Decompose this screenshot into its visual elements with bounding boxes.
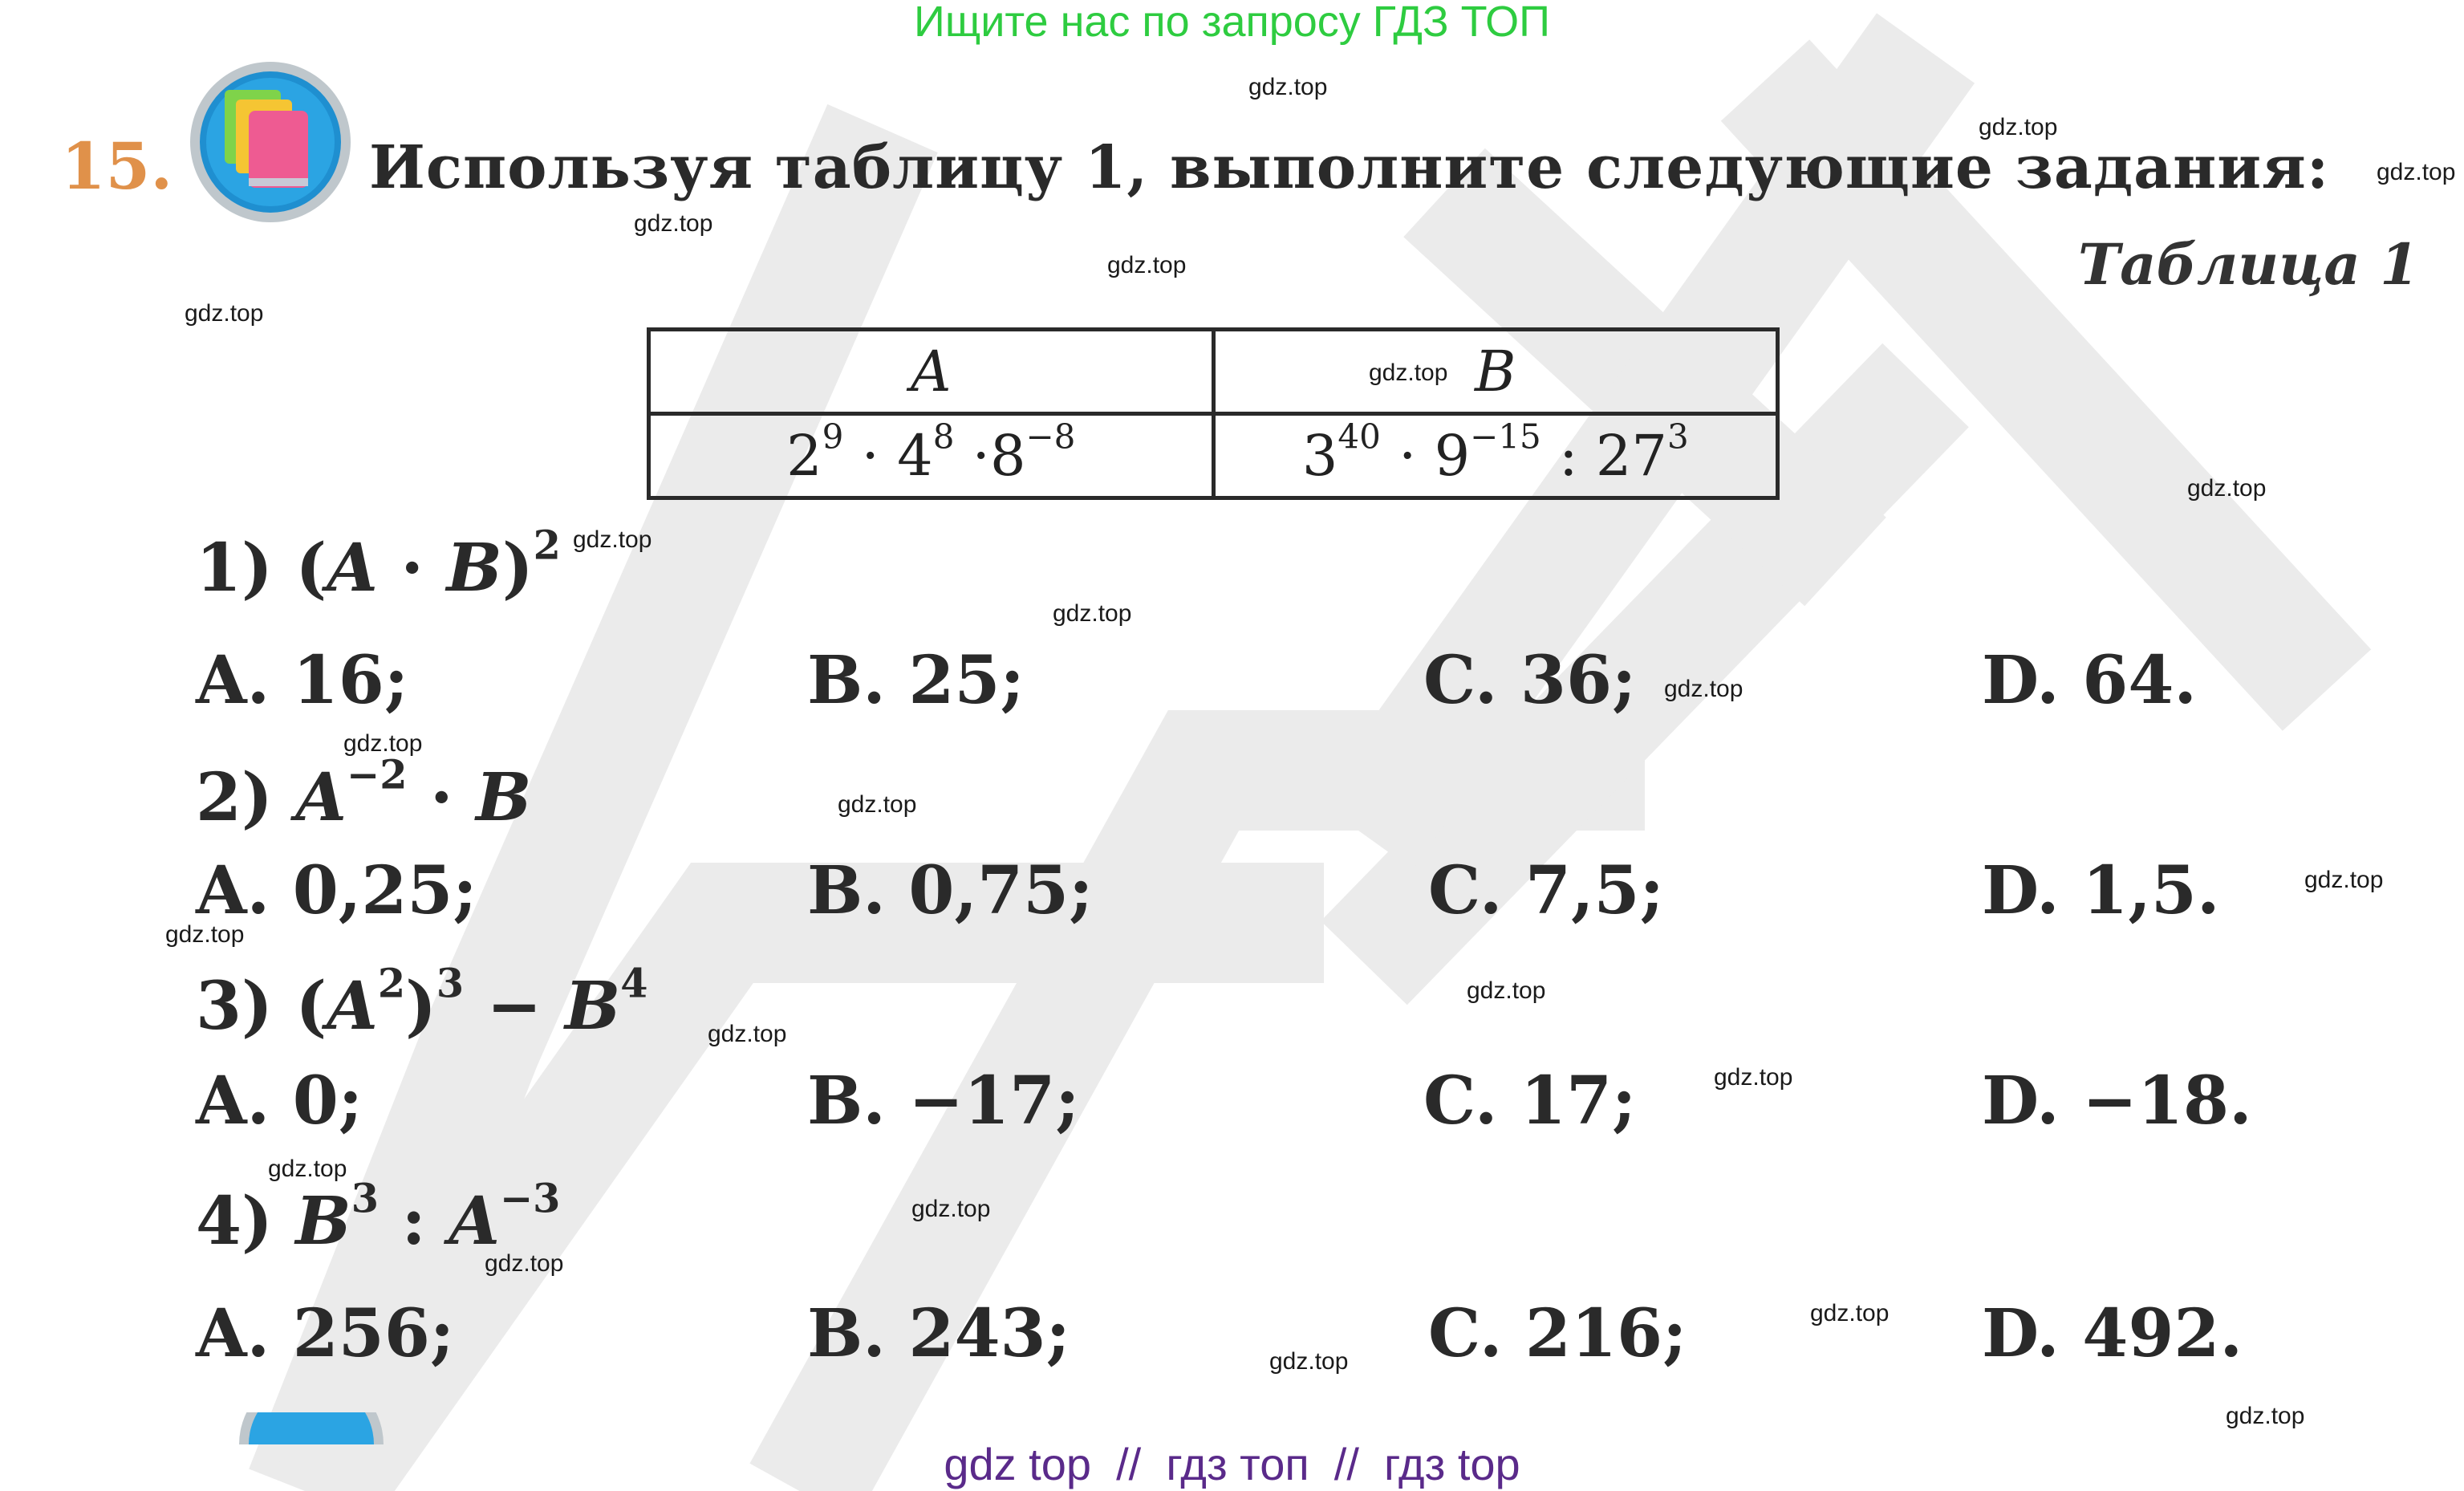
watermark-label: gdz.top <box>1053 600 1132 627</box>
task-2-option-a[interactable]: A. 0,25; <box>196 852 477 929</box>
problem-number: 15. <box>61 128 173 204</box>
problem-text: Используя таблицу 1, выполните следующие задания: <box>369 133 2330 202</box>
task-4-option-c[interactable]: C. 216; <box>1428 1295 1687 1372</box>
watermark-label: gdz.top <box>634 210 713 237</box>
task-2-option-c[interactable]: C. 7,5; <box>1428 852 1664 929</box>
table-cell-a: $2^9 \cdot 4^8 \cdot 8^{-8}$ <box>649 414 1214 498</box>
watermark-label: gdz.top <box>2187 475 2267 502</box>
table-cell-b: $3^{40} \cdot 9^{-15}$ : $27^3$ <box>1213 414 1778 498</box>
table-row <box>649 414 1778 498</box>
data-table <box>647 327 1780 500</box>
task-1-option-a[interactable]: A. 16; <box>196 642 409 719</box>
watermark-label: gdz.top <box>1369 360 1448 386</box>
task-1-option-b[interactable]: B. 25; <box>807 642 1025 719</box>
task-3-option-b[interactable]: B. −17; <box>807 1062 1080 1140</box>
task-4-option-b[interactable]: B. 243; <box>807 1295 1070 1372</box>
task-3-option-d[interactable]: D. −18. <box>1982 1062 2252 1140</box>
watermark-label: gdz.top <box>1714 1064 1793 1091</box>
table-header-row <box>649 330 1778 414</box>
task-4: 4) $B^3$ : $A^{-3}$ <box>196 1175 561 1260</box>
task-3-option-a[interactable]: A. 0; <box>196 1062 363 1140</box>
watermark-label: gdz.top <box>1467 977 1546 1004</box>
watermark-label: gdz.top <box>2304 867 2384 893</box>
task-4-option-d[interactable]: D. 492. <box>1982 1295 2243 1372</box>
watermark-label: gdz.top <box>165 921 245 948</box>
watermark-label: gdz.top <box>185 300 264 327</box>
table-header-b: B <box>1213 330 1778 414</box>
watermark-label: gdz.top <box>573 526 652 553</box>
task-1-option-c[interactable]: C. 36; <box>1423 642 1637 719</box>
task-1-option-d[interactable]: D. 64. <box>1982 642 2197 719</box>
watermark-label: gdz.top <box>838 791 917 818</box>
task-1: 1) $(A \cdot B)^2$ <box>196 522 561 607</box>
task-4-option-a[interactable]: A. 256; <box>196 1295 455 1372</box>
task-3-option-c[interactable]: C. 17; <box>1423 1062 1637 1140</box>
watermark-label: gdz.top <box>2226 1403 2305 1429</box>
task-2-option-b[interactable]: B. 0,75; <box>807 852 1094 929</box>
table-caption: Таблица 1 <box>2078 231 2419 298</box>
watermark-label: gdz.top <box>1810 1300 1890 1326</box>
watermark-label: gdz.top <box>1979 114 2058 140</box>
top-banner: Ищите нас по запросу ГДЗ ТОП <box>914 0 1550 46</box>
task-2-option-d[interactable]: D. 1,5. <box>1982 852 2220 929</box>
table-header-a: A <box>649 330 1214 414</box>
bottom-banner: gdz top // гдз топ // гдз top <box>944 1439 1520 1489</box>
watermark-label: gdz.top <box>1107 252 1187 278</box>
watermark-label: gdz.top <box>1248 74 1328 100</box>
watermark-label: gdz.top <box>1269 1348 1349 1375</box>
task-3: 3) $(A^2)^3 - B^4$ <box>196 960 648 1045</box>
watermark-label: gdz.top <box>485 1250 564 1277</box>
task-2: 2) $A^{-2} \cdot B$ <box>196 751 532 836</box>
watermark-label: gdz.top <box>911 1196 991 1222</box>
watermark-label: gdz.top <box>1664 676 1743 702</box>
watermark-label: gdz.top <box>708 1021 787 1047</box>
watermark-label: gdz.top <box>268 1156 347 1182</box>
books-icon <box>186 58 355 226</box>
watermark-label: gdz.top <box>343 730 423 757</box>
watermark-label: gdz.top <box>2377 159 2456 185</box>
